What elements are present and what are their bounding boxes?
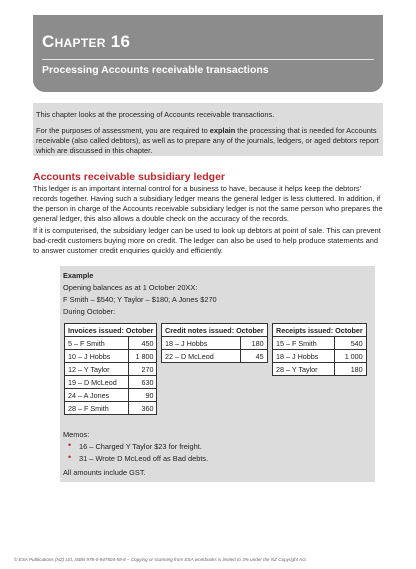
invoice-name: 12 – Y Taylor xyxy=(65,363,129,376)
example-line-2: F Smith – $540; Y Taylor – $180; A Jones $270 xyxy=(63,295,217,304)
table-row xyxy=(65,350,157,363)
intro-panel xyxy=(33,103,383,156)
invoice-amount: 90 xyxy=(128,389,157,402)
chapter-number: 16 xyxy=(110,32,131,51)
intro-text-a: For the purposes of assessment, you are required to xyxy=(36,126,210,135)
bullet-icon: • xyxy=(68,440,72,450)
invoice-name: 10 – J Hobbs xyxy=(65,350,129,363)
receipt-name: 18 – J Hobbs xyxy=(273,350,335,363)
gst-note: All amounts include GST. xyxy=(63,468,146,477)
credit-note-amount: 45 xyxy=(240,350,267,363)
example-line-1: Opening balances as at 1 October 20XX: xyxy=(63,283,198,292)
invoice-amount: 360 xyxy=(128,402,157,415)
table-row xyxy=(65,363,157,376)
table-row xyxy=(65,402,157,415)
memos-label: Memos: xyxy=(63,430,90,439)
section-paragraph-2: If it is computerised, the subsidiary ledger can be used to look up debtors at point of sale. This can prevent bad-credit customers buying more on credit. The ledger can also be used to help produce statements and to answer customer credit enquiries quickly and efficiently. xyxy=(33,226,381,255)
example-heading: Example xyxy=(63,271,94,280)
invoice-name: 19 – D McLeod xyxy=(65,376,129,389)
section-paragraph-1: This ledger is an important internal control for a business to have, because it helps keep the debtors’ records together. Having such a subsidiary ledger means the general ledger is less cluttered. In addition, if the person in charge of the Accounts receivable subsidiary ledger is not the same person who prepares the general ledger, this also allows a double check on the accuracy of the records. xyxy=(33,184,383,223)
invoice-amount: 1 800 xyxy=(128,350,157,363)
chapter-subtitle: Processing Accounts receivable transactions xyxy=(42,64,269,76)
chapter-banner xyxy=(33,15,383,92)
invoice-amount: 630 xyxy=(128,376,157,389)
invoice-name: 24 – A Jones xyxy=(65,389,129,402)
invoice-amount: 270 xyxy=(128,363,157,376)
bullet-icon: • xyxy=(68,452,72,462)
receipts-header: Receipts issued: October xyxy=(273,324,367,337)
table-row xyxy=(65,337,157,350)
chapter-word: Chapter xyxy=(42,32,106,51)
intro-text-b: the processing that is needed for Accounts receivable (also called debtors), as well as to prepare any of the journals, ledgers, or aged debtors report which are discussed in this chapter. xyxy=(36,126,379,155)
table-row xyxy=(162,337,268,350)
invoices-table xyxy=(64,323,157,415)
table-row xyxy=(65,376,157,389)
copyright-footer: © ESA Publications (NZ) Ltd, ISBN 978-0-947504-58-8 – Copying or scanning from ESA workbooks is limited to 3% under the NZ Copyright Act. xyxy=(14,557,307,562)
table-row xyxy=(162,350,268,363)
table-row xyxy=(273,337,367,350)
invoices-header: Invoices issued: October xyxy=(65,324,157,337)
credit-notes-header: Credit notes issued: October xyxy=(162,324,268,337)
receipt-amount: 1 000 xyxy=(335,350,367,363)
receipt-name: 28 – Y Taylor xyxy=(273,363,335,376)
intro-paragraph-2 xyxy=(36,126,380,156)
credit-note-name: 22 – D McLeod xyxy=(162,350,241,363)
intro-paragraph-1: This chapter looks at the processing of Accounts receivable transactions. xyxy=(36,110,275,119)
memo-item: 31 – Wrote D McLeod off as Bad debts. xyxy=(79,454,209,463)
invoice-name: 5 – F Smith xyxy=(65,337,129,350)
table-row xyxy=(273,350,367,363)
example-line-3: During October: xyxy=(63,307,116,316)
memo-item: 16 – Charged Y Taylor $23 for freight. xyxy=(79,442,202,451)
banner-divider xyxy=(42,59,374,60)
invoice-name: 28 – F Smith xyxy=(65,402,129,415)
credit-notes-table xyxy=(161,323,268,363)
receipt-amount: 180 xyxy=(335,363,367,376)
credit-note-amount: 180 xyxy=(240,337,267,350)
receipt-name: 15 – F Smith xyxy=(273,337,335,350)
invoice-amount: 450 xyxy=(128,337,157,350)
receipts-table xyxy=(272,323,367,376)
example-panel xyxy=(60,266,375,482)
intro-emphasis: explain xyxy=(209,126,236,135)
receipt-amount: 540 xyxy=(335,337,367,350)
table-row xyxy=(65,389,157,402)
credit-note-name: 18 – J Hobbs xyxy=(162,337,241,350)
section-title: Accounts receivable subsidiary ledger xyxy=(33,171,225,183)
table-row xyxy=(273,363,367,376)
chapter-heading xyxy=(42,32,130,52)
